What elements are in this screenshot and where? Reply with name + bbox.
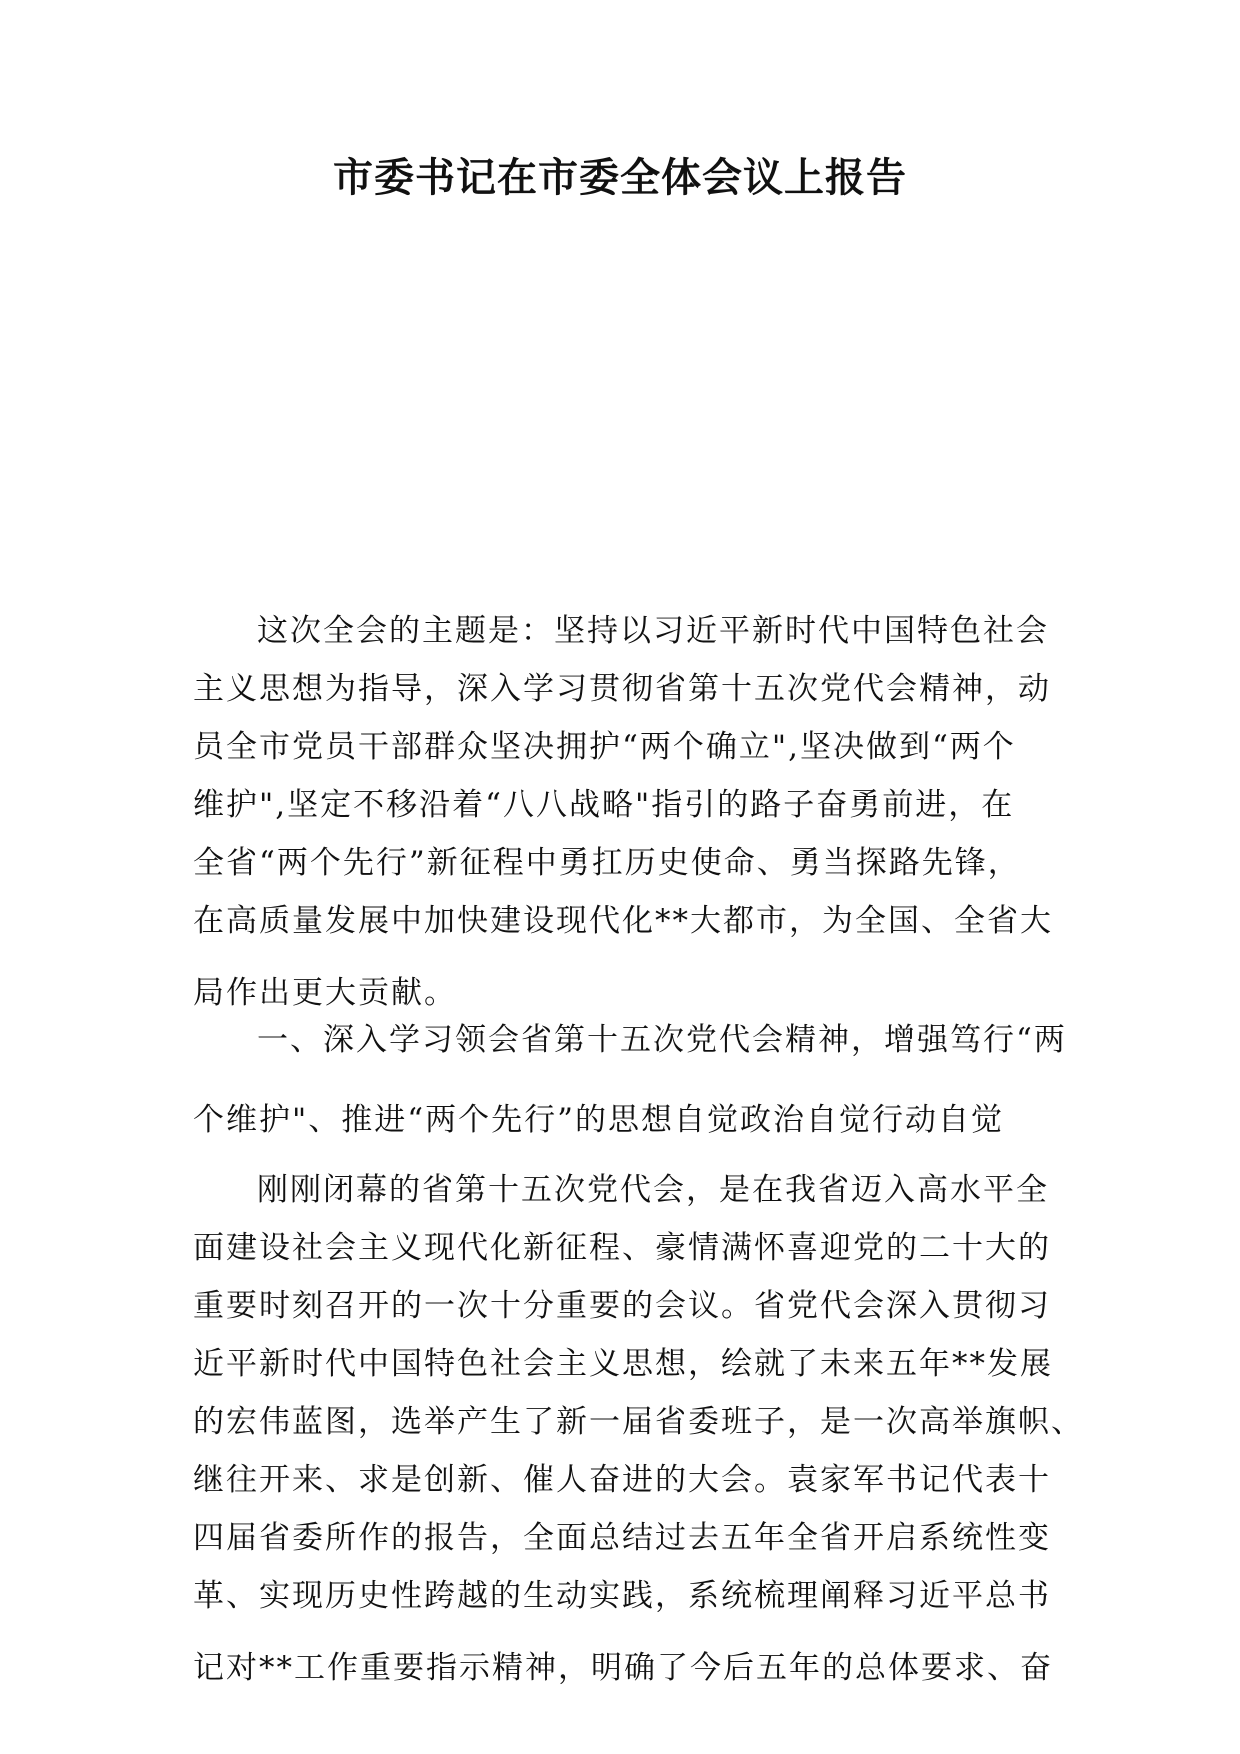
heading-line: 一、深入学习领会省第十五次党代会精神，增强笃行“两: [257, 1022, 1067, 1058]
text-line: 面建设社会主义现代化新征程、豪情满怀喜迎党的二十大的: [193, 1230, 1051, 1266]
section-heading-1: [193, 1011, 1067, 1149]
text-line: 维护",坚定不移沿着“八八战略"指引的路子奋勇前进，在: [193, 787, 1015, 823]
text-line: 刚刚闭幕的省第十五次党代会，是在我省迈入高水平全: [257, 1172, 1049, 1208]
text-line: 员全市党员干部群众坚决拥护“两个确立",坚决做到“两个: [193, 729, 1016, 765]
text-line: 革、实现历史性跨越的生动实践，系统梳理阐释习近平总书: [193, 1578, 1051, 1614]
text-line: 重要时刻召开的一次十分重要的会议。省党代会深入贯彻习: [193, 1288, 1051, 1324]
body-paragraph: [193, 1161, 1084, 1697]
text-line: 全省“两个先行”新征程中勇扛历史使命、勇当探路先锋，: [193, 845, 1021, 881]
document-title: 市委书记在市委全体会议上报告: [333, 155, 907, 201]
text-line: 这次全会的主题是：坚持以习近平新时代中国特色社会: [257, 613, 1049, 649]
text-line: 继往开来、求是创新、催人奋进的大会。袁家军书记代表十: [193, 1462, 1051, 1498]
intro-paragraph: [193, 602, 1053, 1022]
text-line: 记对**工作重要指示精神，明确了今后五年的总体要求、奋: [193, 1650, 1053, 1686]
text-line: 主义思想为指导，深入学习贯彻省第十五次党代会精神，动: [193, 671, 1051, 707]
text-line: 四届省委所作的报告，全面总结过去五年全省开启系统性变: [193, 1520, 1051, 1556]
text-line: 的宏伟蓝图，选举产生了新一届省委班子，是一次高举旗帜、: [193, 1404, 1084, 1440]
heading-line: 个维护"、推进“两个先行”的思想自觉政治自觉行动自觉: [193, 1102, 1004, 1138]
text-line: 局作出更大贡献。: [193, 975, 457, 1011]
text-line: 近平新时代中国特色社会主义思想，绘就了未来五年**发展: [193, 1346, 1053, 1382]
text-line: 在高质量发展中加快建设现代化**大都市，为全国、全省大: [193, 903, 1053, 939]
